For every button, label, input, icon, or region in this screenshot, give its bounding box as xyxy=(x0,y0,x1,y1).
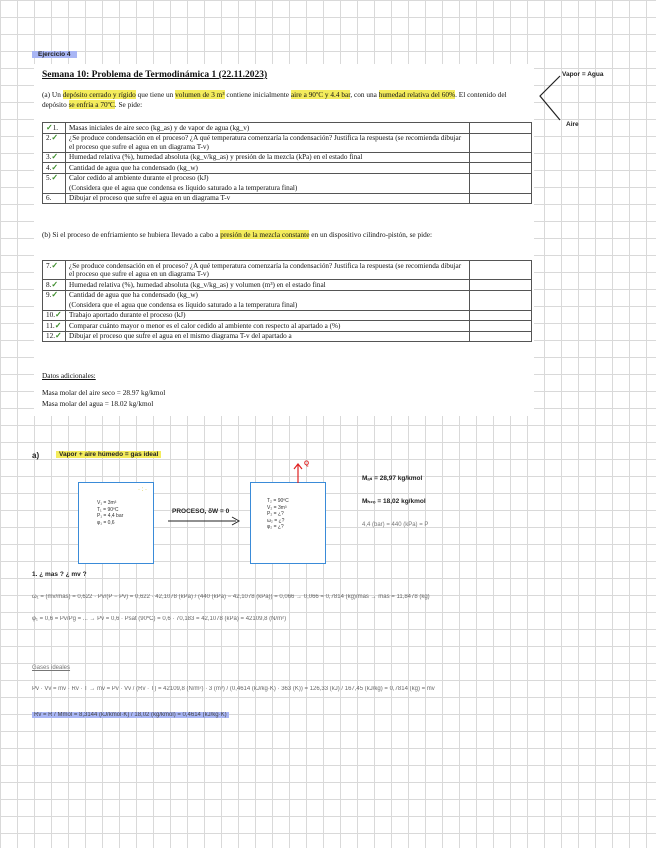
part-a-label: a) xyxy=(32,451,40,460)
table-row: 12.✓ Dibujar el proceso que sufre el agua en el mismo diagrama T-v del apartado a xyxy=(43,331,532,342)
extra-data-line: Masa molar del agua = 18.02 kg/kmol xyxy=(42,399,154,408)
table-row: 5.✓ Calor cedido al ambiente durante el proceso (kJ) xyxy=(43,173,532,183)
bracket-icon xyxy=(536,74,564,122)
highlight: depósito cerrado y rígido xyxy=(62,90,136,99)
dots-icon: · : · xyxy=(138,487,147,493)
question-1: 1. ¿ mas ? ¿ mv ? xyxy=(32,571,87,578)
check-icon: ✓ xyxy=(54,331,62,340)
state-value: T₂ = 90ºC xyxy=(267,498,289,504)
part-a-statement: (a) Un depósito cerrado y rígido que tiene un volumen de 3 m³ contiene inicialmente aire a 90ºC y 4.4 bar, con una humedad relativa del 60%. El contenido del depósito se enfría a 70ºC. Se pide: xyxy=(42,90,507,109)
highlight: humedad relativa del 60% xyxy=(378,90,456,99)
highlight: Rv = R / Mmol = 8,3144 (kJ/kmol·K) / 18,02 (kg/kmol) = 0,4614 (kJ/kg·K) xyxy=(34,712,227,718)
table-row: 8.✓ Humedad relativa (%), humedad absoluta (kg_v/kg_as) y volumen (m³) en el estado final xyxy=(43,280,532,291)
extra-data-line: Masa molar del aire seco = 28.97 kg/kmol xyxy=(42,388,166,397)
part-a-table xyxy=(42,122,532,204)
gas-ideal-heading: Gases ideales xyxy=(32,665,71,671)
check-icon: ✓ xyxy=(51,162,59,172)
state-2-box xyxy=(250,482,326,564)
part-b-statement: (b) Si el proceso de enfriamiento se hubiera llevado a cabo a presión de la mezcla constante en un dispositivo cilindro-pistón, se pide: xyxy=(42,230,433,239)
check-icon: ✓ xyxy=(51,152,59,161)
heat-label: Q xyxy=(304,460,310,467)
table-row: 7.✓ ¿Se produce condensación en el proceso? ¿A qué temperatura comenzaría la condensación? Justifica la respuesta (se recomienda dibujar el proceso que sufre el agua en un diagrama T-v) xyxy=(43,261,532,280)
highlight: se enfría a 70ºC xyxy=(68,100,115,109)
part-b-table xyxy=(42,260,532,342)
state-1-box xyxy=(78,482,154,564)
equation-line xyxy=(32,712,632,718)
table-row: ✓1. Masas iniciales de aire seco (kg_as) y de vapor de agua (kg_v) xyxy=(43,123,532,134)
note-vapor-agua: Vapor = Agua xyxy=(562,71,604,78)
highlight: presión de la mezcla constante xyxy=(220,230,310,239)
check-icon: ✓ xyxy=(51,133,59,142)
state-value: φ₁ = 0,6 xyxy=(97,519,115,526)
highlight: aire a 90ºC y 4.4 bar xyxy=(290,90,351,99)
arrow-right-icon xyxy=(166,516,242,526)
highlight: volumen de 3 m³ xyxy=(175,90,225,99)
header-tag-text: Ejercicio 4 xyxy=(32,51,77,58)
equation-line: Pv · Vv = mv · Rv · T → mv = Pv · Vv / (Rv · T) = 42109,8 (N/m²) · 3 (m³) / (0,4614 (kJ/kg·K) · 363 (K)) = 126,33 (kJ) / 167,45 (kJ/kg) = 0,7814 (kg) = mv xyxy=(32,686,435,692)
part-a-note xyxy=(56,451,161,458)
table-row: 10.✓ Trabajo aportado durante el proceso (kJ) xyxy=(43,310,532,321)
table-row: (Considera que el agua que condensa es líquido saturado a la temperatura final) xyxy=(43,300,532,310)
note-aire: Aire xyxy=(566,121,579,128)
state-value: P₁ = 4,4 bar xyxy=(97,513,124,519)
equation-line: φ₁ = 0,6 = Pv/Pg = ... → Pv = 0,6 · Psat (90ºC) = 0,6 · 70,183 = 42,1078 (kPa) = 42109,8 (N/m²) xyxy=(32,616,287,622)
check-icon: ✓ xyxy=(51,290,59,299)
table-row: 9.✓ Cantidad de agua que ha condensado (kg_w) xyxy=(43,290,532,300)
worksheet xyxy=(34,64,534,416)
pressure-relation: 4,4 (bar) = 440 (kPa) = P xyxy=(362,522,429,528)
table-row: 3.✓ Humedad relativa (%), humedad absoluta (kg_v/kg_as) y presión de la mezcla (kPa) en el estado final xyxy=(43,152,532,163)
molar-mass-air: Mₐₛ = 28,97 kg/kmol xyxy=(362,475,423,482)
state-value: P₂ = ¿? xyxy=(267,511,284,517)
molar-mass-water: Mₕ₂ₒ = 18,02 kg/kmol xyxy=(362,498,426,505)
state-value: φ₂ = ¿? xyxy=(267,524,284,530)
state-value: ω₂ = ¿? xyxy=(267,517,285,524)
state-value: V₂ = 3m³ xyxy=(267,504,287,511)
check-icon: ✓ xyxy=(51,173,59,182)
table-row: 4.✓ Cantidad de agua que ha condensado (kg_w) xyxy=(43,163,532,174)
check-icon: ✓ xyxy=(51,279,59,289)
page-title: Semana 10: Problema de Termodinámica 1 (22.11.2023) xyxy=(42,70,268,80)
check-icon: ✓ xyxy=(54,310,62,319)
state-value: T₁ = 90ºC xyxy=(97,506,119,513)
table-row: (Considera que el agua que condensa es líquido saturado a la temperatura final) xyxy=(43,183,532,193)
equation-line: ω₁ = (mv/mas) = 0,622 · Pv/(P − Pv) = 0,622 · 42,1078 (kPa) / (440 (kPa) − 42,1078 (kPa)) = 0,066 → 0,066 = 0,7814 (kg)/mas → mas = 11,8478 (kg) xyxy=(32,594,430,600)
extra-data-heading: Datos adicionales: xyxy=(42,371,96,380)
process-label: PROCESO, δW = 0 xyxy=(172,508,230,515)
table-row: 2.✓ ¿Se produce condensación en el proceso? ¿A qué temperatura comenzaría la condensación? Justifica la respuesta (se recomienda dibujar el proceso que sufre el agua en un diagrama T-v) xyxy=(43,133,532,152)
table-row: 11.✓ Comparar cuánto mayor o menor es el calor cedido al ambiente con respecto al apartado a (%) xyxy=(43,321,532,332)
check-icon: ✓ xyxy=(51,260,59,270)
highlight: Vapor + aire húmedo = gas ideal xyxy=(56,451,161,458)
check-icon: ✓ xyxy=(46,122,53,132)
heat-arrow-icon xyxy=(292,462,304,484)
table-row: 6. Dibujar el proceso que sufre el agua en un diagrama T-v xyxy=(43,193,532,204)
state-value: V₁ = 3m³ xyxy=(97,500,117,506)
header-tag xyxy=(32,51,77,58)
check-icon: ✓ xyxy=(54,320,62,330)
